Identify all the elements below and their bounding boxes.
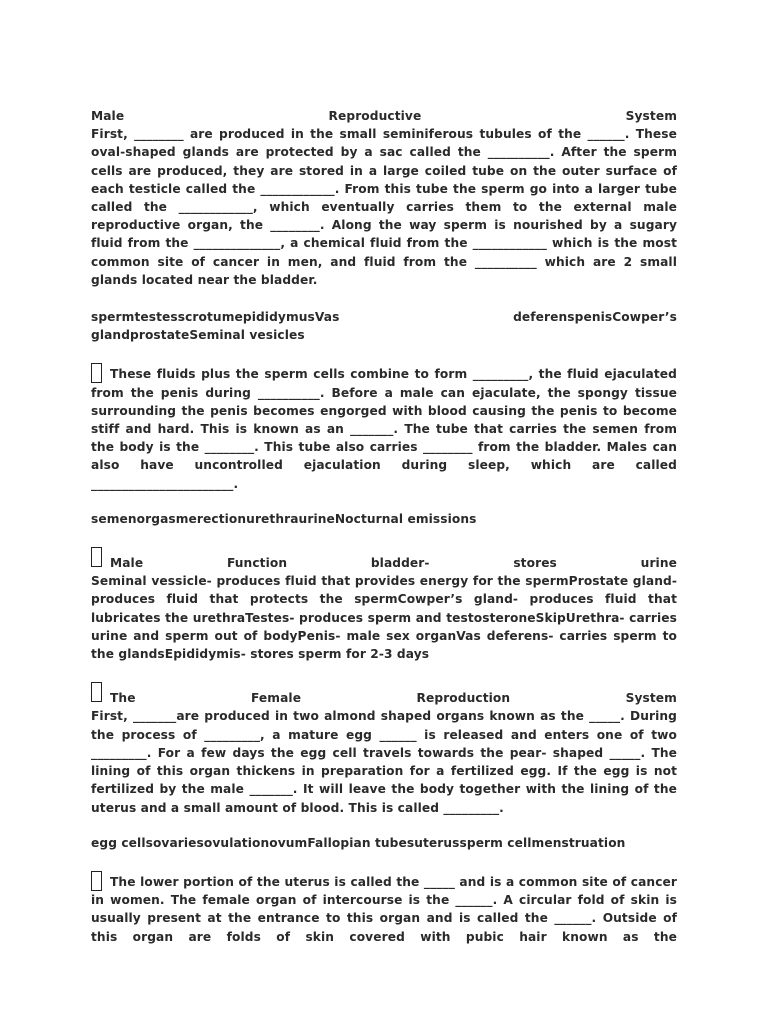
heading-word: Reproduction <box>416 691 511 706</box>
missing-glyph-box-icon <box>91 363 102 383</box>
semen-section-paragraph <box>91 363 677 492</box>
heading-word: urine <box>640 556 677 571</box>
female-section-heading <box>91 682 677 707</box>
heading-word: Reproductive <box>328 109 422 123</box>
lower-uterus-paragraph <box>91 871 677 946</box>
heading-word: Male <box>91 109 125 123</box>
heading-word: The <box>110 691 136 706</box>
semen-paragraph-text: These fluids plus the sperm cells combine to form _________, the fluid ejaculated from the penis during __________. Before a male can ejaculate, the spongy tissue surrounding the penis becomes engorged with blood causing the penis to become stiff and hard. This is known as an _______. The tube that carries the semen from the body is the ________. This tube also carries ________ from the bladder. Males can also have uncontrolled ejaculation during sleep, which are called _______________________. <box>91 367 677 491</box>
heading-word: bladder- <box>370 556 430 571</box>
missing-glyph-box-icon <box>91 547 102 567</box>
missing-glyph-box-icon <box>91 682 102 702</box>
female-section-paragraph: First, _______are produced in two almond shaped organs known as the _____. During the process of _________, a mature egg ______ is released and enters one of two _________. For a few days the egg cell travels towards the pear- shaped _____. The lining of this organ thickens in preparation for a fertilized egg. If the egg is not fertilized by the male _______. It will leave the body together with the lining of the uterus and a small amount of blood. This is called _________. <box>91 709 677 815</box>
male-word-bank-line1 <box>91 308 677 326</box>
word-bank-text: spermtestesscrotumepididymusVas <box>91 310 340 325</box>
function-section-paragraph: Seminal vessicle- produces fluid that provides energy for the spermProstate gland- produces fluid that protects the spermCowper’s gland- produces fluid that lubricates the urethraTestes- produces sperm and testosteroneSkipUrethra- carries urine and sperm out of bodyPenis- male sex organVas deferens- carries sperm to the glandsEpididymis- stores sperm for 2-3 days <box>91 574 677 662</box>
semen-word-bank: semenorgasmerectionurethraurineNocturnal emissions <box>91 511 477 526</box>
male-section-paragraph: First, ________ are produced in the small seminiferous tubules of the ______. These oval-shaped glands are protected by a sac called the __________. After the sperm cells are produced, they are stored in a large coiled tube on the outer surface of each testicle called the ____________. From this tube the sperm go into a larger tube called the ____________, which eventually carries them to the external male reproductive organ, the ________. Along the way sperm is nourished by a sugary fluid from the ______________, a chemical fluid from the ____________ which is the most common site of cancer in men, and fluid from the __________ which are 2 small glands located near the bladder. <box>91 127 677 287</box>
heading-word: System <box>625 109 677 123</box>
heading-word: Male <box>110 556 144 571</box>
heading-word: System <box>625 691 677 706</box>
lower-uterus-text: The lower portion of the uterus is called the _____ and is a common site of cancer in women. The female organ of intercourse is the ______. A circular fold of skin is usually present at the entrance to this organ and is called the ______. Outside of this organ are folds of skin covered with pubic hair known as the <box>91 874 677 944</box>
heading-word: Function <box>226 556 288 571</box>
document-page <box>91 107 677 946</box>
male-section-heading <box>91 107 677 125</box>
word-bank-text: deferenspenisCowper’s <box>513 310 677 325</box>
missing-glyph-box-icon <box>91 871 102 891</box>
female-word-bank: egg cellsovariesovulationovumFallopian tubesuterussperm cellmenstruation <box>91 835 626 850</box>
heading-word: Female <box>251 691 302 706</box>
heading-word: stores <box>513 556 557 571</box>
male-word-bank-line2: glandprostateSeminal vesicles <box>91 328 305 343</box>
function-section-heading <box>91 547 677 572</box>
